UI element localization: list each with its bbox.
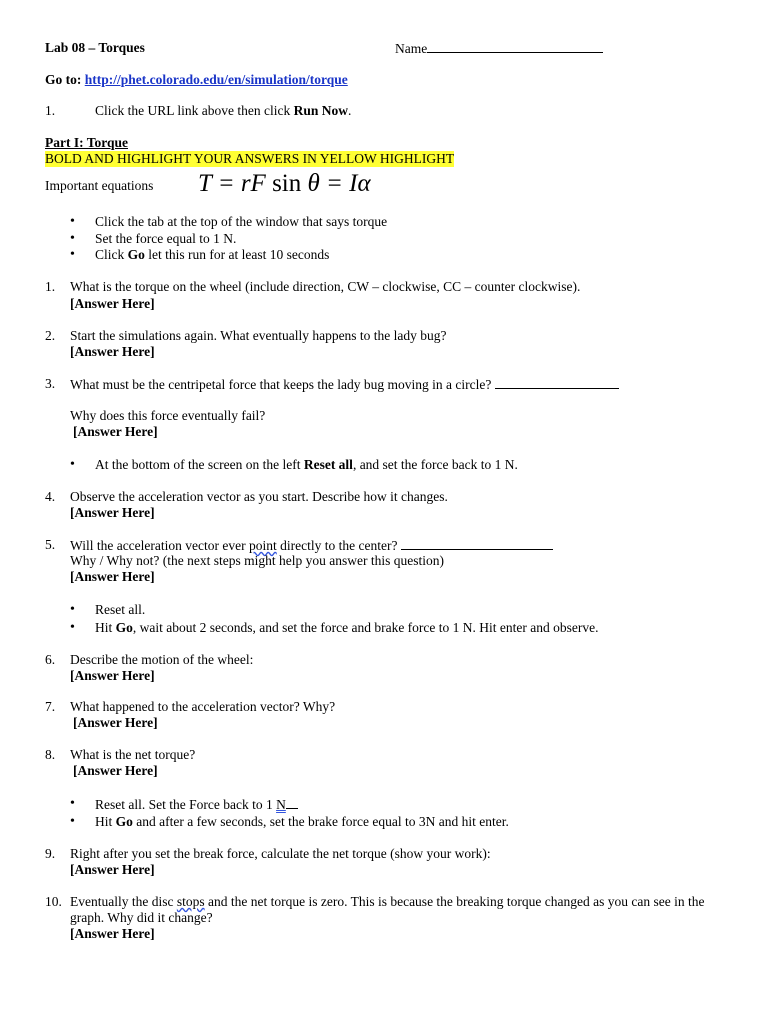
- bullet-item: [95, 247, 329, 263]
- bullet-item: [95, 602, 145, 618]
- bullet-text-after: , and set the force back to 1 N.: [352, 457, 518, 472]
- bullet-icon: •: [70, 602, 75, 617]
- answer-placeholder[interactable]: [Answer Here]: [70, 296, 155, 311]
- doc-title: Lab 08 – Torques: [45, 40, 145, 55]
- spellcheck-word: stops: [176, 894, 205, 909]
- question-text: [70, 894, 704, 910]
- question-number: 4.: [45, 489, 56, 504]
- question-number: 1.: [45, 279, 56, 294]
- step-text-after: .: [347, 103, 352, 118]
- question-subtext: Why does this force eventually fail?: [70, 408, 266, 423]
- answer-placeholder[interactable]: [Answer Here]: [73, 715, 158, 730]
- bullet-icon: •: [70, 457, 75, 472]
- bullet-icon: •: [70, 620, 75, 635]
- question-text: Right after you set the break force, calculate the net torque (show your work):: [70, 846, 491, 861]
- question-number: 3.: [45, 376, 56, 391]
- go-label: Go: [127, 247, 145, 262]
- equation-sin: sin: [272, 170, 302, 197]
- bullet-item: [95, 231, 236, 247]
- question-text-before: Will the acceleration vector ever: [70, 538, 249, 553]
- answer-placeholder[interactable]: [Answer Here]: [73, 424, 158, 439]
- question-text-main: What must be the centripetal force that keeps the lady bug moving in a circle?: [70, 377, 492, 392]
- name-label: Name: [395, 41, 428, 56]
- answer-blank[interactable]: [495, 376, 619, 389]
- bullet-text-after: and after a few seconds, set the brake force equal to 3N and hit enter.: [132, 814, 509, 829]
- question-text-after: directly to the center?: [276, 538, 398, 553]
- goto-line: [45, 72, 348, 88]
- bullet-text: Reset all. Set the Force back to 1: [95, 797, 277, 812]
- answer-blank: [286, 796, 298, 809]
- bullet-item: [95, 214, 387, 230]
- question-number: 8.: [45, 747, 56, 762]
- bullet-icon: •: [70, 796, 75, 811]
- go-label: Go: [115, 814, 133, 829]
- bullet-text: Set the force equal to 1 N.: [95, 231, 237, 246]
- bullet-text: Reset all.: [95, 602, 146, 617]
- equation-right: θ = Iα: [301, 170, 371, 197]
- spellcheck-word: point: [248, 538, 277, 553]
- answer-placeholder[interactable]: [Answer Here]: [70, 926, 155, 941]
- answer-placeholder[interactable]: [Answer Here]: [70, 344, 155, 359]
- question-text-after: and the net torque is zero. This is because the breaking torque changed as you can see in the: [204, 894, 705, 909]
- bullet-text: Click: [95, 247, 128, 262]
- torque-equation: [198, 170, 371, 198]
- question-number: 2.: [45, 328, 56, 343]
- question-number: 7.: [45, 699, 56, 714]
- bullet-icon: •: [70, 231, 75, 246]
- run-now-label: Run Now: [293, 103, 348, 118]
- answer-placeholder[interactable]: [Answer Here]: [70, 505, 155, 520]
- bullet-icon: •: [70, 814, 75, 829]
- question-number: 6.: [45, 652, 56, 667]
- unit-n: N: [276, 797, 286, 812]
- sim-url-link[interactable]: http://phet.colorado.edu/en/simulation/torque: [84, 72, 348, 87]
- step-number: 1.: [45, 103, 56, 118]
- name-field[interactable]: [395, 40, 603, 57]
- name-blank[interactable]: [427, 40, 603, 53]
- step-text-before: Click the URL link above then click: [95, 103, 294, 118]
- bullet-item: [95, 457, 518, 473]
- question-subtext: Why / Why not? (the next steps might help you answer this question): [70, 553, 444, 568]
- question-text-line2: graph. Why did it change?: [70, 910, 213, 925]
- question-text: [70, 537, 553, 554]
- bullet-item: [95, 796, 298, 813]
- question-number: 5.: [45, 537, 56, 552]
- goto-label: Go to:: [45, 72, 85, 87]
- bullet-item: [95, 814, 509, 830]
- bullet-text-after: , wait about 2 seconds, and set the force and brake force to 1 N. Hit enter and observe.: [132, 620, 599, 635]
- part1-heading: Part I: Torque: [45, 135, 129, 150]
- bullet-icon: •: [70, 214, 75, 229]
- question-text-before: Eventually the disc: [70, 894, 177, 909]
- question-text: What happened to the acceleration vector? Why?: [70, 699, 336, 714]
- go-label: Go: [115, 620, 133, 635]
- answer-placeholder[interactable]: [Answer Here]: [70, 668, 155, 683]
- answer-placeholder[interactable]: [Answer Here]: [70, 569, 155, 584]
- bullet-icon: •: [70, 247, 75, 262]
- reset-all-label: Reset all: [303, 457, 353, 472]
- question-text: Describe the motion of the wheel:: [70, 652, 254, 667]
- answer-placeholder[interactable]: [Answer Here]: [73, 763, 158, 778]
- answer-placeholder[interactable]: [Answer Here]: [70, 862, 155, 877]
- equations-label: Important equations: [45, 178, 154, 193]
- bullet-text: Hit: [95, 620, 116, 635]
- answer-blank[interactable]: [401, 537, 553, 550]
- question-text: What is the net torque?: [70, 747, 196, 762]
- question-number: 10.: [45, 894, 62, 909]
- equation-left: T = rF: [198, 170, 273, 197]
- bullet-text: At the bottom of the screen on the left: [95, 457, 304, 472]
- step-text: [95, 103, 351, 119]
- question-text: [70, 376, 619, 393]
- question-text: Observe the acceleration vector as you start. Describe how it changes.: [70, 489, 448, 504]
- bullet-text: Click the tab at the top of the window that says torque: [95, 214, 388, 229]
- bullet-text-after: let this run for at least 10 seconds: [144, 247, 330, 262]
- question-text: Start the simulations again. What eventually happens to the lady bug?: [70, 328, 447, 343]
- bullet-item: [95, 620, 599, 636]
- highlight-instruction: BOLD AND HIGHLIGHT YOUR ANSWERS IN YELLOW HIGHLIGHT: [45, 151, 455, 166]
- bullet-text: Hit: [95, 814, 116, 829]
- question-number: 9.: [45, 846, 56, 861]
- question-text: What is the torque on the wheel (include direction, CW – clockwise, CC – counter clockwise).: [70, 279, 581, 294]
